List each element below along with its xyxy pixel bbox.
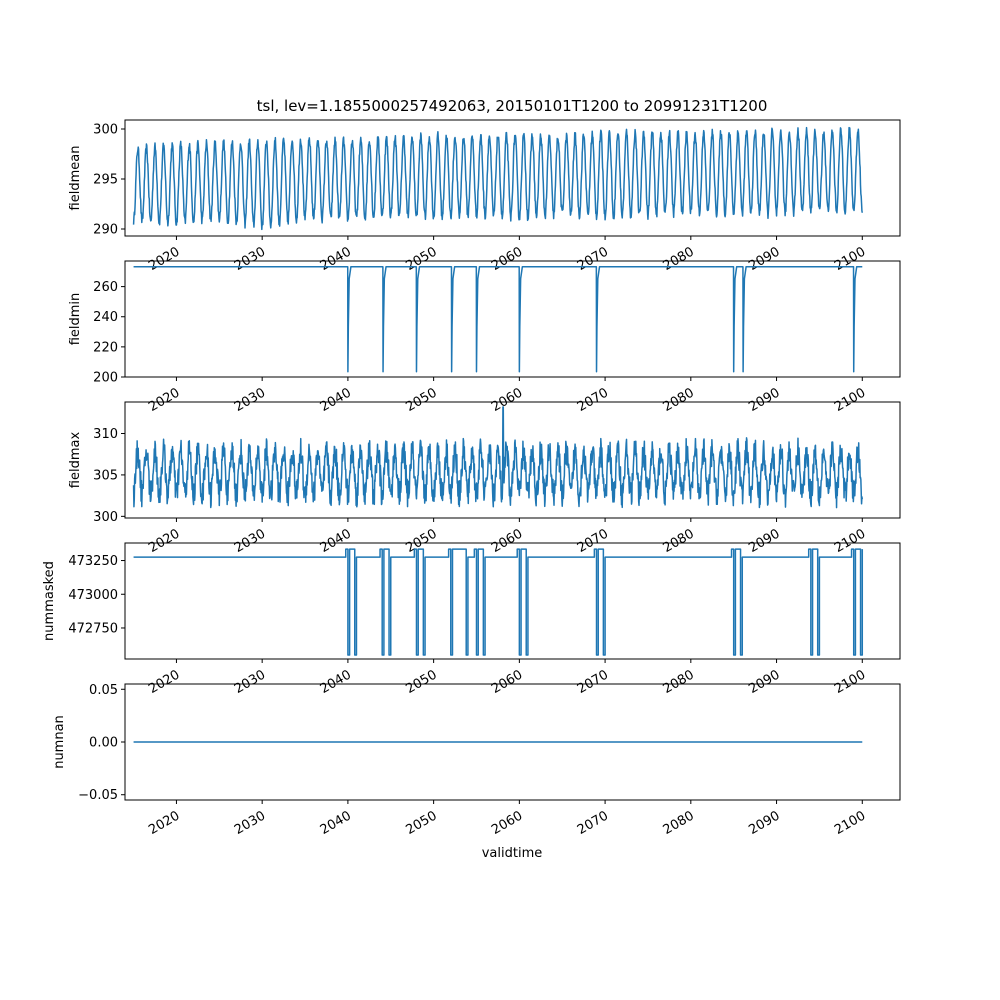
x-tick-label-fieldmean: 2080 [660,244,697,275]
y-tick-label-nummasked: 473250 [68,554,118,570]
x-tick-label-fieldmax: 2080 [660,526,697,557]
x-tick-label-fieldmax: 2050 [403,526,440,557]
x-tick-label-numnan: 2070 [574,808,612,839]
x-tick-label-numnan: 2030 [232,808,269,839]
x-tick-label-nummasked: 2090 [746,667,783,698]
y-tick-label-fieldmin: 240 [93,310,118,326]
y-axis-label-numnan: numnan [52,715,67,769]
x-tick-label-fieldmax: 2100 [832,526,869,557]
y-tick-label-fieldmean: 290 [93,222,118,238]
x-tick-label-fieldmax: 2030 [232,526,269,557]
x-tick-label-fieldmean: 2060 [489,244,526,275]
x-tick-label-nummasked: 2100 [832,667,869,698]
x-tick-label-fieldmean: 2040 [317,244,354,275]
chart-title: tsl, lev=1.1855000257492063, 20150101T1200 to 20991231T1200 [256,97,768,115]
y-tick-label-fieldmax: 305 [93,468,118,484]
x-tick-label-nummasked: 2080 [660,667,697,698]
y-tick-label-numnan: 0.05 [89,682,118,698]
y-tick-label-fieldmin: 260 [93,280,118,296]
y-tick-label-fieldmin: 220 [93,340,118,356]
x-tick-label-numnan: 2080 [660,808,697,839]
x-tick-label-fieldmean: 2050 [403,244,440,275]
x-tick-label-numnan: 2100 [832,808,869,839]
x-tick-label-numnan: 2060 [489,808,526,839]
x-tick-label-nummasked: 2070 [574,667,612,698]
x-tick-label-fieldmax: 2070 [574,526,612,557]
x-tick-label-fieldmax: 2060 [489,526,526,557]
y-tick-label-nummasked: 473000 [68,587,118,603]
y-tick-label-fieldmin: 200 [93,370,118,386]
x-tick-label-fieldmin: 2040 [317,385,354,416]
x-tick-label-fieldmin: 2030 [232,385,269,416]
x-tick-label-fieldmin: 2050 [403,385,440,416]
x-tick-label-fieldmin: 2100 [832,385,869,416]
x-tick-label-fieldmax: 2090 [746,526,783,557]
x-tick-label-fieldmin: 2090 [746,385,783,416]
y-tick-label-fieldmax: 310 [93,426,118,442]
x-tick-label-nummasked: 2040 [317,667,354,698]
x-tick-label-numnan: 2040 [317,808,354,839]
x-axis-label: validtime [481,846,543,861]
x-tick-label-fieldmin: 2020 [146,385,183,416]
y-axis-label-fieldmax: fieldmax [68,431,83,489]
x-tick-label-fieldmin: 2060 [489,385,526,416]
x-tick-label-nummasked: 2030 [232,667,269,698]
x-tick-label-fieldmax: 2020 [146,526,183,557]
y-tick-label-nummasked: 472750 [68,621,118,637]
x-tick-label-numnan: 2020 [146,808,183,839]
x-tick-label-nummasked: 2050 [403,667,440,698]
x-tick-label-fieldmean: 2030 [232,244,269,275]
x-tick-label-numnan: 2090 [746,808,783,839]
x-tick-label-fieldmean: 2090 [746,244,783,275]
x-tick-label-nummasked: 2060 [489,667,526,698]
y-axis-label-fieldmean: fieldmean [68,145,83,211]
y-axis-label-fieldmin: fieldmin [68,292,83,346]
x-tick-label-fieldmean: 2070 [574,244,612,275]
x-tick-label-fieldmean: 2020 [146,244,183,275]
x-tick-label-nummasked: 2020 [146,667,183,698]
y-tick-label-fieldmean: 295 [93,172,118,188]
x-tick-label-numnan: 2050 [403,808,440,839]
x-tick-label-fieldmax: 2040 [317,526,354,557]
y-tick-label-fieldmax: 300 [93,509,118,525]
y-tick-label-numnan: 0.00 [89,735,118,751]
x-tick-label-fieldmean: 2100 [832,244,869,275]
y-axis-label-nummasked: nummasked [42,561,57,641]
y-tick-label-numnan: −0.05 [78,788,118,804]
x-tick-label-fieldmin: 2070 [574,385,612,416]
x-tick-label-fieldmin: 2080 [660,385,697,416]
y-tick-label-fieldmean: 300 [93,122,118,138]
